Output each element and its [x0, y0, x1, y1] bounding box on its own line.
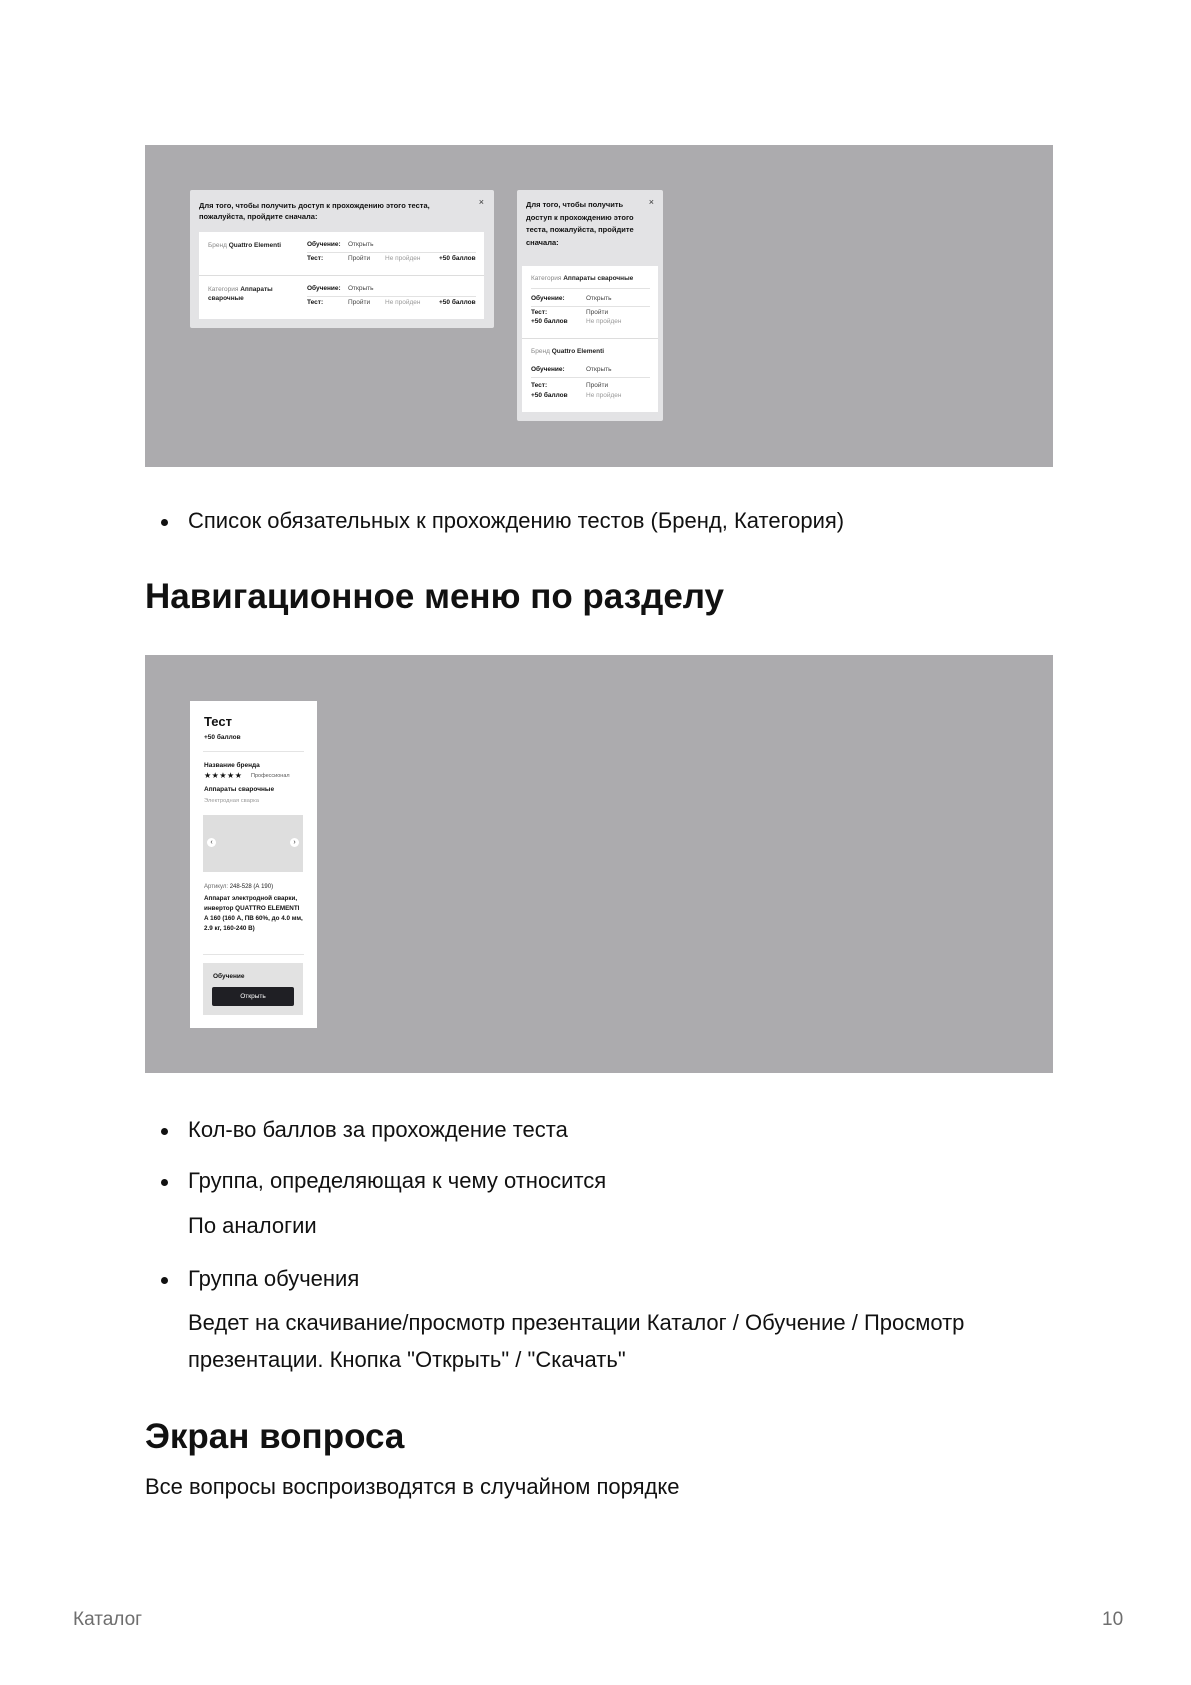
product-description: Аппарат электродной сварки, инвертор QUATTRO ELEMENTI A 160 (160 А, ПВ 60%, до 4.0 мм, 2.9 кг, 160-240 В)	[204, 895, 303, 932]
subcategory-name[interactable]: Электродная сварка	[204, 798, 259, 804]
page-number: 10	[1102, 1609, 1124, 1630]
list-item-note: Ведет на скачивание/просмотр презентации Каталог / Обучение / Просмотр презентации. Кнопка "Открыть" / "Скачать"	[188, 1310, 965, 1372]
divider	[307, 296, 476, 297]
divider	[203, 954, 304, 955]
learning-group	[203, 963, 303, 1015]
divider	[531, 288, 650, 289]
list-item-note: По аналогии	[188, 1213, 317, 1238]
category-name[interactable]: Аппараты сварочные	[204, 786, 275, 793]
rating-label: Профессионал	[251, 773, 290, 779]
bullet-list	[145, 1168, 1045, 1194]
requirement-label: Категория Аппараты сварочные	[208, 286, 273, 302]
requirement-block	[522, 266, 658, 339]
footer-title: Каталог	[73, 1609, 143, 1630]
divider	[203, 751, 304, 752]
requirement-label: Бренд Quattro Elementi	[208, 242, 282, 249]
test-take-link[interactable]: Пройти	[586, 309, 609, 316]
bullet-list	[145, 1117, 1045, 1143]
list-item: Список обязательных к прохождению тестов (Бренд, Категория)	[145, 508, 1045, 534]
requirement-label: Категория Аппараты сварочные	[531, 275, 634, 282]
learn-open-link[interactable]: Открыть	[586, 295, 612, 302]
test-nav-card	[190, 701, 317, 1028]
paragraph: Все вопросы воспроизводятся в случайном порядке	[145, 1474, 680, 1499]
divider	[307, 252, 476, 253]
list-item: Группа обучения	[145, 1266, 1045, 1292]
chevron-right-icon[interactable]: ›	[290, 838, 299, 847]
learn-label: Обучение:	[531, 295, 565, 302]
test-status: Не пройден	[586, 392, 622, 399]
section-heading-question: Экран вопроса	[145, 1417, 405, 1456]
test-status: Не пройден	[586, 318, 622, 325]
requirement-block	[522, 338, 658, 413]
learning-label: Обучение	[213, 973, 245, 980]
test-points: +50 баллов	[531, 392, 568, 399]
test-points: +50 баллов	[531, 318, 568, 325]
bullet-list	[145, 508, 1045, 534]
test-take-link[interactable]: Пройти	[586, 382, 609, 389]
bullet-list	[145, 1266, 1045, 1292]
requirement-row	[199, 232, 484, 275]
test-points: +50 баллов	[204, 734, 241, 741]
learn-label: Обучение:	[307, 285, 341, 292]
test-points: +50 баллов	[439, 255, 476, 262]
modal-header: Для того, чтобы получить доступ к прохождению этого теста, пожалуйста, пройдите сначала:	[526, 200, 634, 247]
test-take-link[interactable]: Пройти	[348, 255, 371, 262]
requirement-label: Бренд Quattro Elementi	[531, 348, 605, 355]
open-button[interactable]: Открыть	[212, 987, 294, 1006]
access-modal-wide	[190, 190, 494, 328]
learn-open-link[interactable]: Открыть	[586, 366, 612, 373]
section-heading-nav: Навигационное меню по разделу	[145, 577, 725, 616]
requirements-list	[522, 266, 658, 412]
product-gallery	[203, 815, 303, 872]
close-icon[interactable]: ×	[478, 197, 484, 207]
access-modal-narrow	[517, 190, 663, 421]
learn-open-link[interactable]: Открыть	[348, 285, 374, 292]
test-status: Не пройден	[385, 255, 421, 262]
screenshot-frame-nav-menu	[145, 655, 1053, 1073]
learn-label: Обучение:	[531, 366, 565, 373]
close-icon[interactable]: ×	[648, 197, 654, 207]
test-label: Тест:	[307, 255, 324, 262]
test-label: Тест:	[531, 309, 548, 316]
chevron-left-icon[interactable]: ‹	[207, 838, 216, 847]
divider	[531, 377, 650, 378]
divider	[531, 306, 650, 307]
test-label: Тест:	[531, 382, 548, 389]
test-label: Тест:	[307, 299, 324, 306]
test-title: Тест	[204, 714, 232, 729]
test-points: +50 баллов	[439, 299, 476, 306]
test-take-link[interactable]: Пройти	[348, 299, 371, 306]
brand-name[interactable]: Название бренда	[204, 762, 260, 769]
test-status: Не пройден	[385, 299, 421, 306]
list-item: Кол-во баллов за прохождение теста	[145, 1117, 1045, 1143]
learn-open-link[interactable]: Открыть	[348, 241, 374, 248]
screenshot-frame-access-modals	[145, 145, 1053, 467]
modal-header: Для того, чтобы получить доступ к прохождению этого теста, пожалуйста, пройдите сначала:	[199, 201, 430, 221]
article-number: Артикул: 248-528 (А 190)	[204, 884, 274, 890]
rating-stars-icon: ★★★★★	[204, 771, 243, 780]
learn-label: Обучение:	[307, 241, 341, 248]
requirement-row	[199, 275, 484, 319]
requirements-list	[199, 232, 484, 319]
list-item: Группа, определяющая к чему относится	[145, 1168, 1045, 1194]
